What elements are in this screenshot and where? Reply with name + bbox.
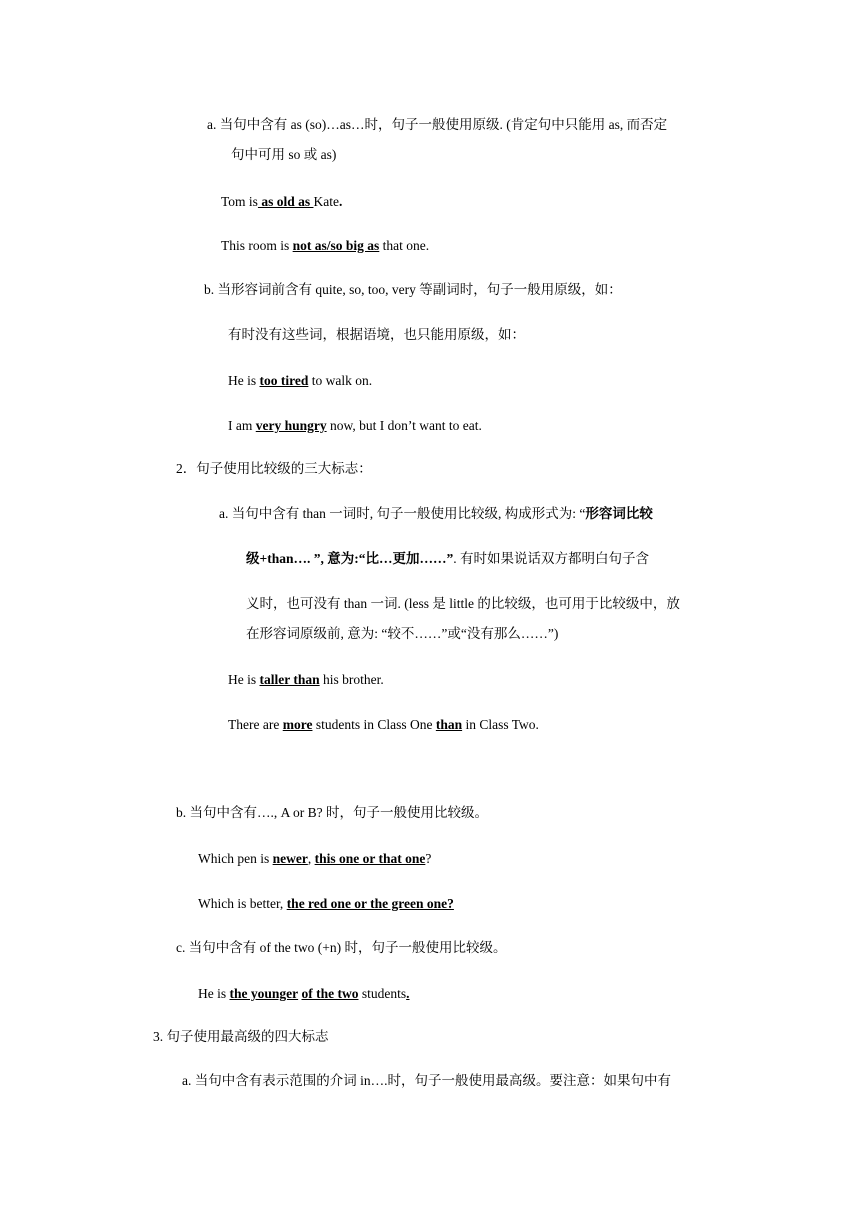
underlined-phrase: the red one or the green one?	[286, 896, 454, 911]
example-text: Kate	[313, 194, 339, 209]
example-room	[221, 237, 429, 255]
underlined-phrase: than	[435, 717, 463, 732]
example-text: Which is better,	[198, 896, 287, 911]
example-text: now, but I don’t want to eat.	[326, 418, 482, 433]
example-taller	[228, 671, 384, 689]
underlined-phrase: of the two	[301, 986, 359, 1001]
example-text: He is	[198, 986, 230, 1001]
underlined-phrase: as old as	[257, 194, 314, 209]
sec-b-line2: 有时没有这些词，根据语境，也只能用原级，如：	[228, 327, 525, 342]
example-text: I am	[228, 418, 256, 433]
example-text: There are	[228, 717, 283, 732]
sec2-a-line2	[246, 550, 649, 568]
underlined-phrase: more	[282, 717, 313, 732]
body-text: a. 当句中含有 than 一词时, 句子一般使用比较级, 构成形式为: “	[219, 506, 586, 521]
example-text: He is	[228, 672, 260, 687]
underlined-phrase: newer	[272, 851, 308, 866]
example-text: to walk on.	[308, 373, 373, 388]
bold-text: 级+than…. ”, 意为:“比…更加……”	[246, 551, 454, 566]
example-text: ,	[307, 851, 315, 866]
underlined-phrase: too tired	[259, 373, 309, 388]
example-text: Tom is	[221, 194, 258, 209]
example-text: in Class Two.	[462, 717, 539, 732]
example-text: students	[358, 986, 407, 1001]
sec2-b-line1: b. 当句中含有…., A or B? 时，句子一般使用比较级。	[176, 805, 488, 820]
bold-text: 形容词比较	[585, 506, 653, 521]
example-more-than	[228, 716, 539, 734]
sec2-a-line3: 义时，也可没有 than 一词. (less 是 little 的比较级，也可用于比较级中，放	[246, 596, 680, 611]
example-tom	[221, 193, 342, 211]
example-tired	[228, 372, 372, 390]
sec-a-line1: a. 当句中含有 as (so)…as…时，句子一般使用原级. (肯定句中只能用 as, 而否定	[207, 117, 668, 132]
example-which-better	[198, 895, 454, 913]
example-period: .	[338, 194, 343, 209]
example-text: students in Class One	[312, 717, 436, 732]
sec2-c-line1: c. 当句中含有 of the two (+n) 时，句子一般使用比较级。	[176, 940, 507, 955]
underlined-phrase: taller than	[259, 672, 320, 687]
sec-b-line1: b. 当形容词前含有 quite, so, too, very 等副词时，句子一般用原级，如：	[204, 282, 622, 297]
example-text: ?	[425, 851, 432, 866]
section-3-title: 3. 句子使用最高级的四大标志	[153, 1029, 329, 1044]
example-period: .	[406, 986, 410, 1001]
example-hungry	[228, 417, 482, 435]
underlined-phrase: not as/so big as	[292, 238, 380, 253]
example-text: This room is	[221, 238, 293, 253]
section-2-title: 2．句子使用比较级的三大标志：	[176, 461, 372, 476]
body-text: . 有时如果说话双方都明白句子含	[453, 551, 649, 566]
example-text: his brother.	[319, 672, 384, 687]
example-text: that one.	[379, 238, 430, 253]
sec2-a-line1	[219, 505, 653, 523]
example-younger	[198, 985, 410, 1003]
example-which-pen	[198, 850, 431, 868]
underlined-phrase: this one or that one	[314, 851, 426, 866]
sec-a-line2: 句中可用 so 或 as)	[231, 147, 337, 162]
sec2-a-line4: 在形容词原级前, 意为: “较不……”或“没有那么……”)	[246, 626, 559, 641]
example-text: Which pen is	[198, 851, 273, 866]
underlined-phrase: very hungry	[255, 418, 327, 433]
sec3-a-line1: a. 当句中含有表示范围的介词 in….时，句子一般使用最高级。要注意：如果句中有	[182, 1073, 671, 1088]
underlined-phrase: the younger	[229, 986, 299, 1001]
example-text: He is	[228, 373, 260, 388]
